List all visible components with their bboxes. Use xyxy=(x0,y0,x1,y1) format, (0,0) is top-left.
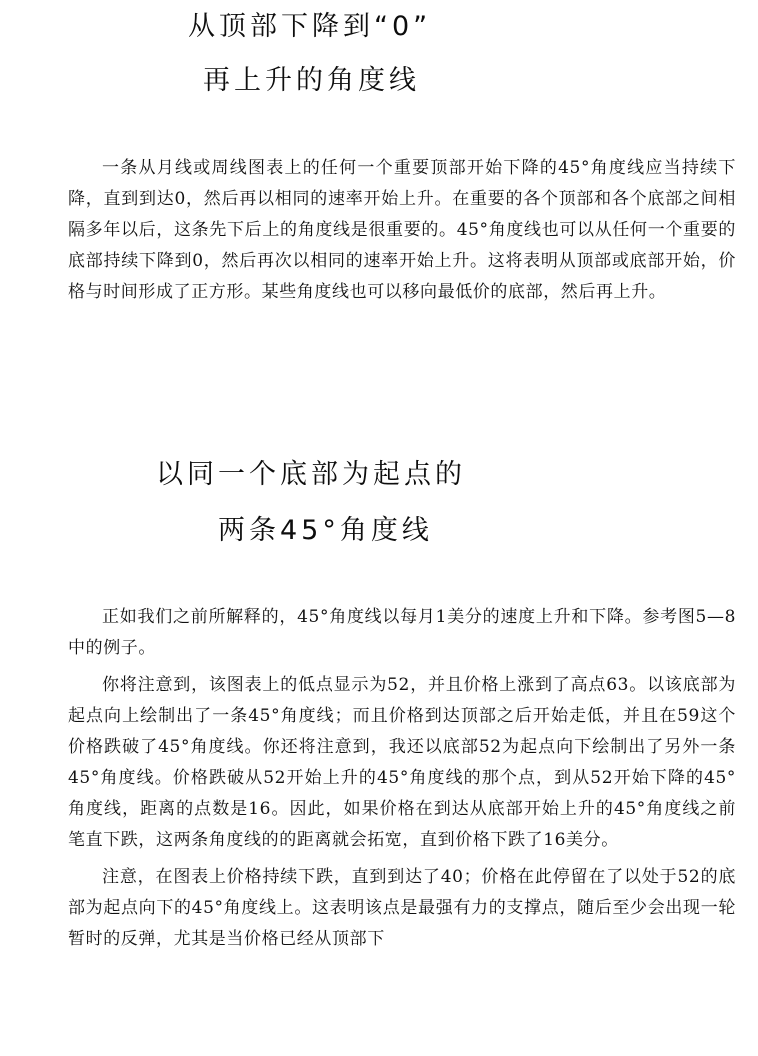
section1-body xyxy=(68,153,736,308)
section2-title-line1: 以同一个底部为起点的 xyxy=(156,459,466,490)
section1-paragraph: 一条从月线或周线图表上的任何一个重要顶部开始下降的45°角度线应当持续下降，直到到达0，然后再以相同的速率开始上升。在重要的各个顶部和各个底部之间相隔多年以后，这条先下后上的角度线是很重要的。45°角度线也可以从任何一个重要的底部持续下降到0，然后再次以相同的速率开始上升。这将表明从顶部或底部开始，价格与时间形成了正方形。某些角度线也可以移向最低价的底部，然后再上升。 xyxy=(68,158,736,302)
section1-title-line2: 再上升的角度线 xyxy=(203,65,420,96)
section2-body xyxy=(68,602,736,955)
section2-title-line2: 两条45°角度线 xyxy=(218,515,433,546)
section1-title-line1: 从顶部下降到“0” xyxy=(188,11,432,42)
section2-paragraph-2: 你将注意到，该图表上的低点显示为52，并且价格上涨到了高点63。以该底部为起点向上绘制出了一条45°角度线；而且价格到达顶部之后开始走低，并且在59这个价格跌破了45°角度线。你还将注意到，我还以底部52为起点向下绘制出了另外一条45°角度线。价格跌破从52开始上升的45°角度线的那个点，到从52开始下降的45°角度线，距离的点数是16。因此，如果价格在到达从底部开始上升的45°角度线之前笔直下跌，这两条角度线的的距离就会拓宽，直到价格下跌了16美分。 xyxy=(68,675,736,850)
section2-paragraph-1: 正如我们之前所解释的，45°角度线以每月1美分的速度上升和下降。参考图5—8中的例子。 xyxy=(68,607,736,658)
section2-paragraph-3: 注意，在图表上价格持续下跌，直到到达了40；价格在此停留在了以处于52的底部为起点向下的45°角度线上。这表明该点是最强有力的支撑点，随后至少会出现一轮暂时的反弹，尤其是当价格已经从顶部下 xyxy=(68,867,736,949)
